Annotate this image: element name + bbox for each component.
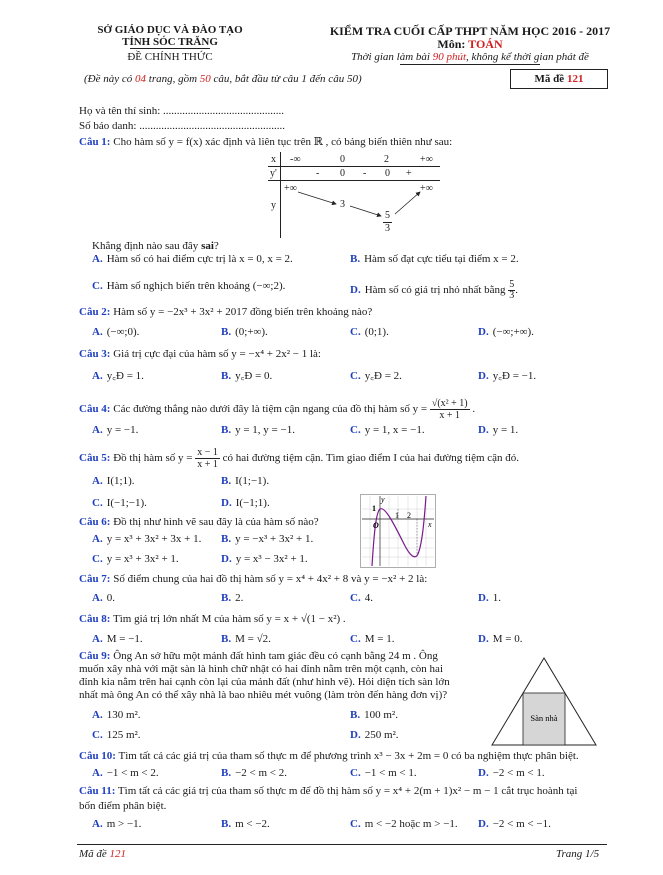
official-label: ĐỀ CHÍNH THỨC bbox=[127, 51, 213, 63]
q8-d-text: M = 0. bbox=[492, 633, 523, 645]
note-e: câu, bắt đầu từ câu 1 đến câu 50) bbox=[210, 73, 362, 85]
q6-b-text: y = −x³ + 3x² + 1. bbox=[235, 533, 314, 545]
q6-option-a[interactable]: A. y = x³ + 3x² + 3x + 1. bbox=[92, 533, 202, 545]
q4-option-d[interactable]: D. y = 1. bbox=[478, 424, 519, 436]
q4-option-b[interactable]: B. y = 1, y = −1. bbox=[221, 424, 295, 436]
vt-x-2: 2 bbox=[384, 154, 389, 165]
student-name-line: Họ và tên thí sinh: ............................................ bbox=[79, 105, 285, 117]
q11-b-text: m < −2. bbox=[235, 818, 270, 830]
subject-value: TOÁN bbox=[468, 37, 503, 51]
q1-option-c[interactable]: C. Hàm số nghịch biến trên khoảng (−∞;2). bbox=[92, 280, 286, 292]
time-line bbox=[300, 51, 640, 63]
q4-stem bbox=[79, 398, 475, 421]
q9-figure-label: Sàn nhà bbox=[530, 713, 558, 723]
vt-yp-1: 0 bbox=[340, 168, 345, 179]
q4-label: Câu 4: bbox=[79, 403, 111, 416]
vt-y-topleft: +∞ bbox=[284, 183, 297, 194]
q6-label: Câu 6: bbox=[79, 516, 111, 528]
q10-b-text: −2 < m < 2. bbox=[235, 767, 288, 779]
vt-yp-2: - bbox=[363, 168, 367, 179]
q7-option-d[interactable]: D. 1. bbox=[478, 592, 501, 604]
q3-a-text: y꜀Đ = 1. bbox=[106, 370, 144, 382]
q8-text: Tìm giá trị lớn nhất M của hàm số y = x + √(1 − x²) . bbox=[110, 613, 346, 625]
q5-stem bbox=[79, 447, 519, 470]
vt-yp-3: 0 bbox=[385, 168, 390, 179]
q6-graph-xaxis: x bbox=[428, 520, 432, 529]
q4-option-a[interactable]: A. y = −1. bbox=[92, 424, 139, 436]
exam-title: KIỂM TRA CUỐI CẤP THPT NĂM HỌC 2016 - 2017 bbox=[329, 24, 611, 38]
q8-option-c[interactable]: C. M = 1. bbox=[350, 633, 395, 645]
q5-option-b[interactable]: B. I(1;−1). bbox=[221, 475, 270, 487]
vt-y-mid: 3 bbox=[340, 199, 345, 210]
vt-y-bot-num: 5 bbox=[385, 210, 390, 221]
q3-b-text: y꜀Đ = 0. bbox=[235, 370, 273, 382]
q1-option-a[interactable]: A. Hàm số có hai điểm cực trị là x = 0, x = 2. bbox=[92, 253, 293, 265]
vt-y-bot-den: 3 bbox=[385, 223, 390, 234]
vt-yp-0: - bbox=[316, 168, 320, 179]
q2-text: Hàm số y = −2x³ + 3x² + 2017 đồng biến trên khoảng nào? bbox=[110, 306, 373, 318]
q5-frac-den: x + 1 bbox=[197, 459, 218, 470]
q9-line4: nhất mà ông An có thể xây nhà là bao nhiêu mét vuông (làm tròn đến hàng đơn vị)? bbox=[79, 689, 448, 701]
q9-line2: muốn xây nhà với mặt sàn là hình chữ nhật có hai đỉnh nằm trên một cạnh, còn hai bbox=[79, 663, 443, 675]
q3-d-text: y꜀Đ = −1. bbox=[492, 370, 537, 382]
time-c: , không kể thời gian phát đề bbox=[466, 51, 589, 63]
q5-option-d[interactable]: D. I(−1;1). bbox=[221, 497, 270, 509]
time-underline bbox=[400, 64, 540, 65]
note-count: 50 bbox=[199, 73, 211, 85]
q9-option-c[interactable]: C. 125 m². bbox=[92, 729, 141, 741]
q5-text-b: có hai đường tiệm cận. Tìm giao điểm I của hai đường tiệm cận đó. bbox=[219, 452, 520, 465]
q9-c-text: 125 m². bbox=[106, 729, 141, 741]
q6-option-b[interactable]: B. y = −x³ + 3x² + 1. bbox=[221, 533, 314, 545]
q2-option-b[interactable]: B. (0;+∞). bbox=[221, 326, 268, 338]
subject-prefix: Môn: bbox=[437, 37, 469, 51]
q1-a-text: Hàm số có hai điểm cực trị là x = 0, x = 2. bbox=[106, 253, 293, 265]
q4-text: Các đường thẳng nào dưới đây là tiệm cận ngang của đồ thị hàm số y = bbox=[110, 403, 430, 416]
q2-b-text: (0;+∞). bbox=[235, 326, 268, 338]
vt-x-1: 0 bbox=[340, 154, 345, 165]
q11-option-a[interactable]: A. m > −1. bbox=[92, 818, 142, 830]
q8-c-text: M = 1. bbox=[364, 633, 395, 645]
q4-frac-den: x + 1 bbox=[439, 410, 461, 421]
q2-label: Câu 2: bbox=[79, 306, 111, 318]
q5-option-a[interactable]: A. I(1;1). bbox=[92, 475, 135, 487]
q5-a-text: I(1;1). bbox=[106, 475, 135, 487]
q6-graph bbox=[360, 494, 436, 568]
q5-d-text: I(−1;1). bbox=[235, 497, 270, 509]
q11-text1: Tìm tất cả các giá trị của tham số thực m để đồ thị hàm số y = x⁴ + 2(m + 1)x² − m − 1 cắt trục hoành tại bbox=[115, 785, 578, 797]
q2-c-text: (0;1). bbox=[364, 326, 389, 338]
q9-option-d[interactable]: D. 250 m². bbox=[350, 729, 399, 741]
time-a: Thời gian làm bài bbox=[351, 51, 433, 63]
footer-code bbox=[79, 848, 126, 860]
q5-label: Câu 5: bbox=[79, 452, 111, 465]
q4-a-text: y = −1. bbox=[106, 424, 139, 436]
q4-b-text: y = 1, y = −1. bbox=[235, 424, 295, 436]
q3-option-b[interactable]: B. y꜀Đ = 0. bbox=[221, 370, 273, 382]
q10-option-c[interactable]: C. −1 < m < 1. bbox=[350, 767, 417, 779]
q6-graph-ytick: 1 bbox=[372, 504, 376, 513]
q6-graph-tick2: 2 bbox=[407, 511, 411, 520]
q2-a-text: (−∞;0). bbox=[106, 326, 140, 338]
q11-a-text: m > −1. bbox=[106, 818, 142, 830]
q11-line1 bbox=[79, 785, 577, 797]
q1-label: Câu 1: bbox=[79, 136, 111, 148]
vt-x-head: x bbox=[271, 154, 276, 165]
q6-graph-origin: O bbox=[373, 521, 379, 530]
q9-option-b[interactable]: B. 100 m². bbox=[350, 709, 398, 721]
q6-stem bbox=[79, 516, 319, 528]
q3-label: Câu 3: bbox=[79, 348, 111, 360]
q6-d-text: y = x³ − 3x² + 1. bbox=[235, 553, 308, 565]
q1-prompt bbox=[92, 240, 219, 252]
vt-yp-4: + bbox=[406, 168, 412, 179]
q11-d-text: −2 < m < −1. bbox=[492, 818, 551, 830]
q10-option-d[interactable]: D. −2 < m < 1. bbox=[478, 767, 545, 779]
q3-option-c[interactable]: C. y꜀Đ = 2. bbox=[350, 370, 402, 382]
q7-option-a[interactable]: A. 0. bbox=[92, 592, 115, 604]
q4-frac-num: √(x² + 1) bbox=[431, 398, 468, 409]
q10-a-text: −1 < m < 2. bbox=[106, 767, 159, 779]
q11-line2: bốn điểm phân biệt. bbox=[79, 800, 167, 812]
q9-option-a[interactable]: A. 130 m². bbox=[92, 709, 141, 721]
q7-b-text: 2. bbox=[235, 592, 244, 604]
q7-stem bbox=[79, 573, 427, 585]
q1-b-text: Hàm số đạt cực tiểu tại điểm x = 2. bbox=[364, 253, 519, 265]
q6-graph-yaxis: y bbox=[381, 495, 385, 504]
q2-option-a[interactable]: A. (−∞;0). bbox=[92, 326, 140, 338]
footer-page: Trang 1/5 bbox=[556, 848, 600, 860]
code-value: 121 bbox=[566, 73, 584, 85]
q7-text: Số điểm chung của hai đồ thị hàm số y = x⁴ + 4x² + 8 và y = −x² + 2 là: bbox=[110, 573, 428, 585]
vt-y-topright: +∞ bbox=[420, 183, 433, 194]
q6-option-d[interactable]: D. y = x³ − 3x² + 1. bbox=[221, 553, 308, 565]
q1-prompt-c: ? bbox=[213, 240, 219, 252]
q2-option-c[interactable]: C. (0;1). bbox=[350, 326, 389, 338]
q4-d-text: y = 1. bbox=[492, 424, 519, 436]
q2-d-text: (−∞;+∞). bbox=[492, 326, 534, 338]
q1-c-text: Hàm số nghịch biến trên khoảng (−∞;2). bbox=[106, 280, 286, 292]
q9-label: Câu 9: bbox=[79, 650, 111, 662]
q11-label: Câu 11: bbox=[79, 785, 116, 797]
vt-x-0: -∞ bbox=[290, 154, 301, 165]
q9-line3: đỉnh kia nằm trên hai cạnh còn lại của mảnh đất (như hình vẽ). Hỏi diện tích sàn lớn bbox=[79, 676, 450, 688]
q1-prompt-b: sai bbox=[201, 240, 214, 252]
dept-name: SỞ GIÁO DỤC VÀ ĐÀO TẠO bbox=[97, 24, 243, 36]
q10-text: Tìm tất cả các giá trị của tham số thực m để phương trình x³ − 3x + 2m = 0 có ba nghiệm thực phân biệt. bbox=[115, 750, 579, 762]
q4-option-c[interactable]: C. y = 1, x = −1. bbox=[350, 424, 425, 436]
q10-label: Câu 10: bbox=[79, 750, 116, 762]
q4-after: . bbox=[469, 403, 476, 416]
q7-d-text: 1. bbox=[492, 592, 501, 604]
q11-c-text: m < −2 hoặc m > −1. bbox=[364, 818, 458, 830]
time-b: 90 phút bbox=[432, 51, 467, 63]
note-c: trang, gồm bbox=[146, 73, 200, 85]
q4-c-text: y = 1, x = −1. bbox=[364, 424, 425, 436]
q5-text-a: Đồ thị hàm số y = bbox=[110, 452, 196, 465]
q8-label: Câu 8: bbox=[79, 613, 111, 625]
q11-option-d[interactable]: D. −2 < m < −1. bbox=[478, 818, 551, 830]
q2-stem bbox=[79, 306, 372, 318]
q1-d-end: . bbox=[515, 284, 519, 297]
vt-yp-head: y' bbox=[270, 168, 277, 179]
variation-table bbox=[268, 152, 440, 240]
q10-option-b[interactable]: B. −2 < m < 2. bbox=[221, 767, 288, 779]
note-a: (Đề này có bbox=[84, 73, 136, 85]
student-id-line: Số báo danh: ..................................................... bbox=[79, 120, 285, 132]
q1-stem bbox=[79, 135, 452, 148]
q10-stem bbox=[79, 750, 579, 762]
q5-option-c[interactable]: C. I(−1;−1). bbox=[92, 497, 147, 509]
footer-code-value: 121 bbox=[109, 848, 127, 860]
q7-c-text: 4. bbox=[364, 592, 373, 604]
q6-graph-tick1: 1 bbox=[395, 511, 399, 520]
q1-d-den: 3 bbox=[509, 290, 515, 301]
q7-option-b[interactable]: B. 2. bbox=[221, 592, 244, 604]
vt-y-head: y bbox=[271, 200, 276, 211]
q1-option-d[interactable]: D. Hàm số có giá trị nhỏ nhất bằng $\frac{5}{3}$ . bbox=[350, 279, 519, 301]
q11-option-b[interactable]: B. m < −2. bbox=[221, 818, 270, 830]
header-underline bbox=[130, 48, 210, 49]
q1-text: Cho hàm số y = f(x) xác định và liên tục trên ℝ , có bảng biến thiên như sau: bbox=[110, 136, 453, 148]
province-name: TỈNH SÓC TRĂNG bbox=[122, 36, 218, 48]
q5-c-text: I(−1;−1). bbox=[106, 497, 147, 509]
q10-d-text: −2 < m < 1. bbox=[492, 767, 545, 779]
q8-b-text: M = √2. bbox=[235, 633, 271, 645]
q10-c-text: −1 < m < 1. bbox=[364, 767, 417, 779]
q7-option-c[interactable]: C. 4. bbox=[350, 592, 373, 604]
q8-option-a[interactable]: A. M = −1. bbox=[92, 633, 143, 645]
exam-note bbox=[84, 73, 362, 85]
q3-option-d[interactable]: D. y꜀Đ = −1. bbox=[478, 370, 537, 382]
q7-a-text: 0. bbox=[106, 592, 115, 604]
q9-line1 bbox=[79, 650, 438, 662]
q7-label: Câu 7: bbox=[79, 573, 111, 585]
q3-stem bbox=[79, 348, 321, 360]
q1-d-text: Hàm số có giá trị nhỏ nhất bằng bbox=[364, 284, 509, 297]
q2-option-d[interactable]: D. (−∞;+∞). bbox=[478, 326, 534, 338]
q1-prompt-a: Khẳng định nào sau đây bbox=[92, 240, 202, 252]
q6-text: Đồ thị như hình vẽ sau đây là của hàm số nào? bbox=[110, 516, 319, 528]
q5-frac-num: x − 1 bbox=[197, 447, 218, 458]
q6-c-text: y = x³ + 3x² + 1. bbox=[106, 553, 179, 565]
q9-text1: Ông An sở hữu một mảnh đất hình tam giác đều có cạnh bằng 24 m . Ông bbox=[110, 650, 438, 662]
q9-b-text: 100 m². bbox=[364, 709, 398, 721]
footer-rule bbox=[77, 844, 607, 845]
q1-option-b[interactable]: B. Hàm số đạt cực tiểu tại điểm x = 2. bbox=[350, 253, 519, 265]
q9-a-text: 130 m². bbox=[106, 709, 141, 721]
q11-option-c[interactable]: C. m < −2 hoặc m > −1. bbox=[350, 818, 458, 830]
q3-option-a[interactable]: A. y꜀Đ = 1. bbox=[92, 370, 144, 382]
vt-x-3: +∞ bbox=[420, 154, 433, 165]
q8-a-text: M = −1. bbox=[106, 633, 143, 645]
q5-b-text: I(1;−1). bbox=[235, 475, 270, 487]
q9-d-text: 250 m². bbox=[364, 729, 399, 741]
q3-c-text: y꜀Đ = 2. bbox=[364, 370, 402, 382]
note-pages: 04 bbox=[135, 73, 147, 85]
q8-option-b[interactable]: B. M = √2. bbox=[221, 633, 271, 645]
q10-option-a[interactable]: A. −1 < m < 2. bbox=[92, 767, 159, 779]
q6-option-c[interactable]: C. y = x³ + 3x² + 1. bbox=[92, 553, 179, 565]
q9-triangle-figure bbox=[488, 655, 600, 747]
q8-stem bbox=[79, 613, 346, 625]
q6-a-text: y = x³ + 3x² + 3x + 1. bbox=[106, 533, 202, 545]
footer-code-prefix: Mã đề bbox=[79, 848, 110, 860]
q1-d-num: 5 bbox=[509, 279, 515, 290]
q3-text: Giá trị cực đại của hàm số y = −x⁴ + 2x² − 1 là: bbox=[110, 348, 321, 360]
subject-line bbox=[300, 37, 640, 52]
exam-code-box bbox=[510, 69, 608, 89]
q8-option-d[interactable]: D. M = 0. bbox=[478, 633, 523, 645]
code-prefix: Mã đề bbox=[534, 73, 567, 85]
vt-arrows bbox=[268, 152, 440, 240]
